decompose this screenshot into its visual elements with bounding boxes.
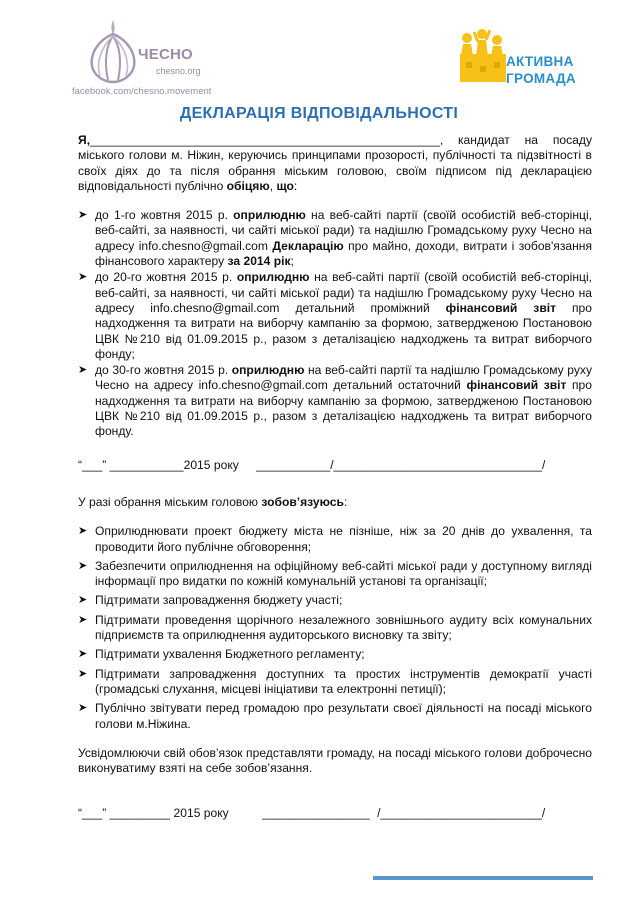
promise-text: до 20-го жовтня 2015 р. [95,270,237,285]
obligations-intro [78,495,592,510]
logo-line-2: ГРОМАДА [506,71,576,86]
obligation-text: Публічно звітувати перед громадою про результати своєї діяльності на посаді міського голови м.Ніжина. [95,701,592,731]
promise-text: про надходження та витрати на виборчу кампанію за формою, затвердженою Постановою ЦВК №210 від 01.09.2015 р., разом з деталізацією надходжень та витрат виборчого фонду. [95,378,592,439]
document-body [78,133,592,822]
page-title: ДЕКЛАРАЦІЯ ВІДПОВІДАЛЬНОСТІ [179,105,459,122]
name-blank: /________________________/ [377,806,546,821]
date-month-blank: _________ [109,806,171,821]
intro-ya: Я, [78,133,91,147]
list-item [78,208,592,269]
chesno-brand: ЧЕСНО [138,46,193,63]
intro-text: , кандидат на посаду міського голови м. Ніжин, керуючись принципами прозорості, публічності та підзвітності в своїх діях до та після обрання міським головою, своїм підписом під декларацією відповідальності публічно [78,133,592,193]
obligation-text: Підтримати запровадження доступних та простих інструментів демократії участі (громадські слухання, місцеві ініціативи та електронні петиції); [95,666,592,696]
arrow-bullet-icon: ➤ [78,667,88,680]
arrow-bullet-icon: ➤ [78,271,88,284]
intro-paragraph [78,133,592,194]
date-day-blank: “___” [78,806,107,821]
arrow-bullet-icon: ➤ [78,364,88,377]
intro-comma: , [269,178,277,193]
promise-text: на веб-сайті партії та надішлю Громадському руху Чесно на адресу info.chesno@gmail.com детальний остаточний [95,363,592,393]
obligation-text: Підтримати проведення щорічного незалежного зовнішнього аудиту всіх комунальних підприємств та оприлюднення аудиторського висновку та звіту; [95,612,592,643]
promise-bold: оприлюдню [236,270,310,285]
list-item [78,270,592,362]
date-year: 2015 року [173,806,229,821]
arrow-bullet-icon: ➤ [78,525,88,538]
list-item [78,701,592,732]
aktyvna-hromada-logo [458,28,578,98]
promise-text: ; [290,254,294,269]
obligations-intro-text: У разі обрання міським головою [78,494,262,509]
list-item [78,559,592,590]
list-item [78,667,592,698]
promise-bold: фінансовий звіт [466,378,567,393]
date-month-blank: ___________ [109,457,184,472]
promise-bold: Декларацію [272,238,344,253]
list-item [78,593,592,608]
footer-accent-bar [373,876,593,880]
promise-bold: оприлюдню [233,208,306,223]
arrow-bullet-icon: ➤ [78,209,88,222]
obligation-text: Підтримати ухвалення Бюджетного регламенту; [95,647,365,662]
signature-line-1 [78,458,592,473]
chesno-url: chesno.org [156,66,201,76]
people-icon [458,28,508,84]
promise-bold: за 2014 рік [227,254,291,269]
arrow-bullet-icon: ➤ [78,594,88,607]
promise-text: на веб-сайті партії (своїй особистій веб-сторінці, веб-сайті, за наявності, чи сайті міської ради) та надішлю Громадському руху Чесно на адресу info.chesno@gmail.com [95,208,592,253]
promise-text: про надходження та витрати на виборчу кампанію за формою, затвердженою Постановою ЦВК №210 від 01.09.2015 р., разом з деталізацією надходжень та витрат виборчого фонду; [95,300,592,361]
promise-bold: фінансовий звіт [445,300,557,315]
facebook-link: facebook.com/chesno.movement [72,86,212,97]
intro-colon: : [293,178,298,193]
promise-text: до 1-го жовтня 2015 р. [95,208,234,223]
obligation-text: Оприлюднювати проект бюджету міста не пізніше, ніж за 20 днів до ухвалення, та проводити його публічне обговорення; [95,524,592,554]
list-item [78,524,592,555]
arrow-bullet-icon: ➤ [78,648,88,661]
intro-promise: обіцяю [226,178,270,193]
obligation-text: Підтримати запровадження бюджету участі; [95,593,343,608]
date-year: 2015 року [183,457,239,472]
signature-blank: ________________ [262,806,370,821]
arrow-bullet-icon: ➤ [78,702,88,715]
intro-what: що [276,178,294,193]
promise-text: на веб-сайті партії (своїй особистій веб-сторінці, веб-сайті, за наявності, чи сайті міської ради) та надішлю Громадському руху Чесно на адресу info.chesno@gmail.com детальний проміжний [95,270,592,315]
promise-text: про майно, доходи, витрати і зобов'язання фінансового характеру [95,238,592,269]
garlic-icon [86,18,140,84]
list-item [78,363,592,439]
promises-list [78,208,592,439]
logo-line-1: АКТИВНА [506,54,574,69]
obligations-intro-bold: зобов’язуюсь [261,494,344,509]
arrow-bullet-icon: ➤ [78,613,88,626]
chesno-logo [72,14,232,104]
obligations-list [78,524,592,732]
promise-bold: оприлюдню [231,363,305,378]
obligations-intro-colon: : [343,494,348,509]
signature-line-2 [78,806,592,821]
promise-text: до 30-го жовтня 2015 р. [95,363,232,378]
obligation-text: Забезпечити оприлюднення на офіційному веб-сайті міської ради у доступному вигляді інформації про видатки по кожній комунальній установі та організації; [95,558,592,589]
signature-blank: ___________ [256,457,331,472]
name-blank: /_______________________________/ [330,457,546,472]
date-day-blank: “___” [78,457,107,472]
arrow-bullet-icon: ➤ [78,559,88,572]
list-item [78,613,592,644]
list-item [78,647,592,662]
name-blank: ____________________________________________________ [90,133,440,147]
closing-paragraph: Усвідомлюючи свій обов’язок представляти громаду, на посаді міського голови доброчесно виконуватиму взяті на себе зобов’язання. [78,745,592,776]
